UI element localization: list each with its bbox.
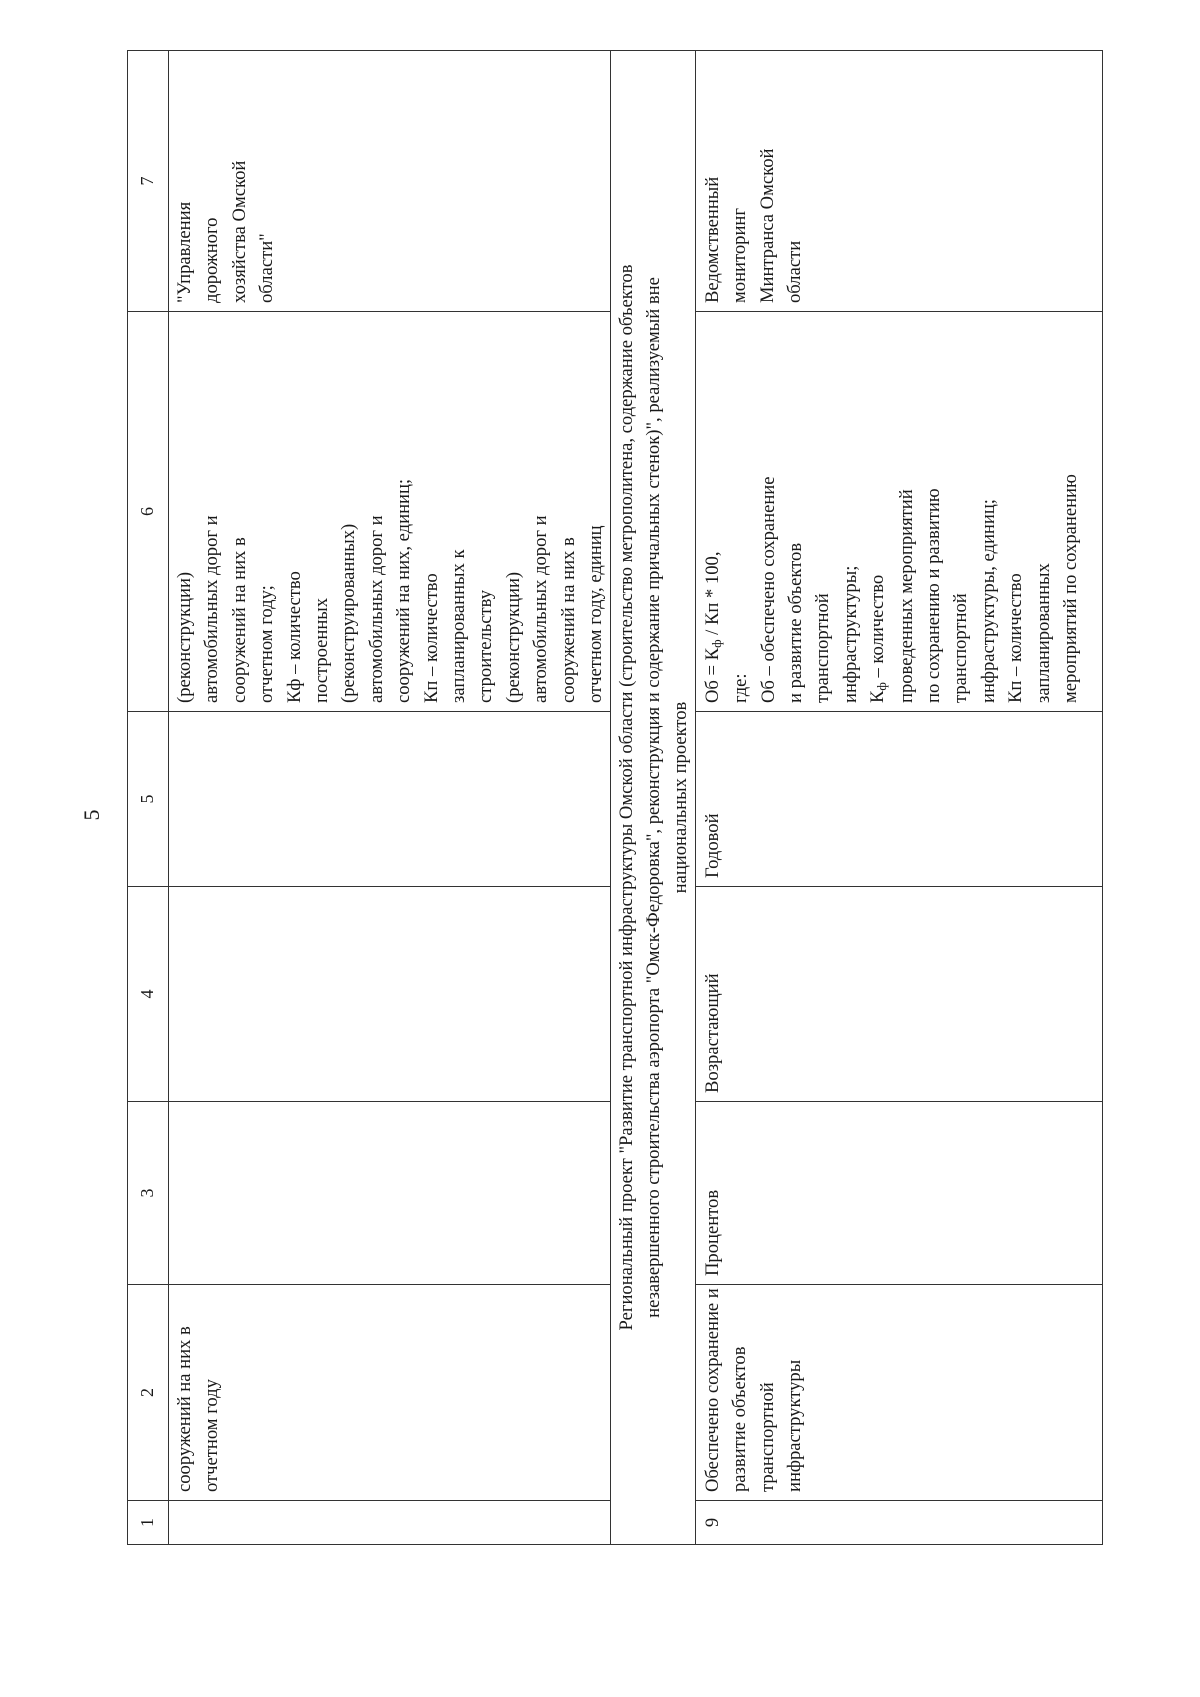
formula-subscript: ф — [708, 639, 724, 648]
direction-cell: Возрастающий — [695, 887, 1102, 1102]
kf-subscript: ф — [874, 682, 890, 691]
regional-project-heading — [610, 51, 695, 1545]
unit-cell: Процентов — [695, 1102, 1102, 1285]
text-line: Кф – количество — [283, 571, 305, 703]
text-line: по сохранению и развитию — [922, 488, 944, 703]
header-cell-3: 3 — [128, 1102, 169, 1285]
text-line: (реконструированных) — [338, 523, 360, 703]
formula-main: Об = К — [701, 647, 723, 703]
text-line: национальных проектов — [670, 701, 692, 894]
text-line: строительству — [475, 589, 497, 703]
text-line: дорожного — [201, 217, 223, 303]
text-line: отчетном году, единиц — [585, 525, 607, 703]
text-line: Обеспечено сохранение и — [701, 1288, 723, 1492]
text-line: (реконструкции) — [502, 571, 524, 703]
text-line: автомобильных дорог и — [530, 515, 552, 703]
text-line: отчетном году — [201, 1379, 223, 1492]
text-line: запланированных к — [448, 549, 470, 703]
formula-cell — [695, 312, 1102, 712]
indicator-name-cell — [695, 1285, 1102, 1501]
cont-col5 — [169, 712, 611, 887]
kf-line — [864, 316, 892, 703]
text-line: области — [783, 240, 805, 303]
text-line: запланированных — [1032, 563, 1054, 703]
header-cell-2: 2 — [128, 1285, 169, 1501]
text-line: (реконструкции) — [174, 571, 195, 703]
regional-project-row — [610, 51, 695, 1545]
indicator-table — [127, 50, 1103, 1545]
cont-formula-cell — [169, 312, 611, 712]
text-line: автомобильных дорог и — [201, 515, 223, 703]
text-line: Минтранса Омской — [756, 148, 778, 303]
header-cell-7: 7 — [128, 51, 169, 312]
header-row — [128, 51, 169, 1545]
period-cell: Годовой — [695, 712, 1102, 887]
text-line: построенных — [311, 597, 333, 703]
text-line: сооружений на них в — [228, 537, 250, 703]
text-line: мероприятий по сохранению — [1060, 474, 1081, 703]
rotated-table-container — [127, 51, 1083, 1545]
source-cell — [695, 51, 1102, 312]
formula-rest: / Кп * 100, — [701, 551, 723, 640]
text-line: транспортной — [756, 1382, 778, 1492]
text-line: транспортной — [950, 593, 972, 703]
text-line: области" — [256, 233, 278, 303]
kf-rest: – количество — [867, 574, 889, 683]
continuation-row — [169, 51, 611, 1545]
cont-col3 — [169, 1102, 611, 1285]
page-number: 5 — [79, 809, 104, 821]
header-cell-4: 4 — [128, 887, 169, 1102]
text-line: Кп – количество — [420, 573, 442, 703]
text-line: Региональный проект "Развитие транспортной инфраструктуры Омской области (строительство метрополитена, содержание объектов — [615, 264, 637, 1331]
text-line: сооружений на них в — [557, 537, 579, 703]
text-line: автомобильных дорог и — [365, 515, 387, 703]
text-line: "Управления — [174, 201, 195, 303]
header-cell-5: 5 — [128, 712, 169, 887]
text-line: сооружений на них в — [174, 1326, 195, 1492]
text-line: развитие объектов — [729, 1346, 751, 1492]
text-line: незавершенного строительства аэропорта "Омск-Федоровка", реконструкция и содержание причальных стенок)", реализуемый вне — [642, 277, 664, 1318]
text-line: Кп – количество — [1005, 573, 1027, 703]
kf-main: К — [867, 690, 889, 703]
text-line: Ведомственный — [701, 176, 723, 303]
row-number: 9 — [695, 1501, 1102, 1545]
header-cell-1: 1 — [128, 1501, 169, 1545]
cont-col4 — [169, 887, 611, 1102]
indicator-row-9 — [695, 51, 1102, 1545]
text-line: транспортной — [812, 593, 834, 703]
text-line: инфраструктуры — [783, 1359, 805, 1492]
cont-col1 — [169, 1501, 611, 1545]
text-line: проведенных мероприятий — [895, 489, 917, 703]
text-line: отчетном году; — [256, 585, 278, 703]
text-line: и развитие объектов — [784, 542, 806, 703]
text-line: Об – обеспечено сохранение — [757, 476, 779, 703]
cont-source-cell — [169, 51, 611, 312]
text-line: инфраструктуры, единиц; — [977, 499, 999, 703]
text-line: инфраструктуры; — [839, 565, 861, 703]
header-cell-6: 6 — [128, 312, 169, 712]
text-line: хозяйства Омской — [228, 160, 250, 303]
formula-line — [699, 316, 727, 703]
text-line: мониторинг — [729, 208, 751, 303]
cont-name-cell — [169, 1285, 611, 1501]
text-line: сооружений на них, единиц; — [393, 478, 415, 703]
text-line: где: — [730, 673, 752, 703]
